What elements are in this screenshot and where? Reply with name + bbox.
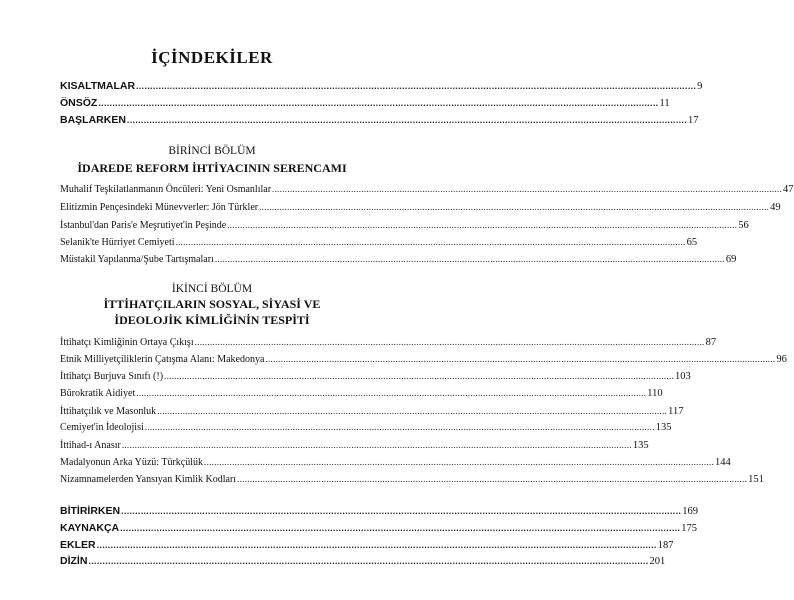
entry-label: Nizamnamelerden Yansıyan Kimlik Kodları [60, 474, 237, 485]
entry-page: 135 [655, 422, 672, 433]
entry-label: Madalyonun Arka Yüzü: Türkçülük [60, 457, 204, 468]
dot-leader: ........................................................................................................................................................................................................ [237, 474, 748, 484]
entry-label: Bürokratik Aidiyet [60, 388, 136, 399]
entry-page: 87 [705, 337, 717, 348]
dot-leader: ........................................................................................................................................................................................................ [121, 440, 632, 450]
toc-entry [60, 254, 737, 268]
dot-leader: ........................................................................................................................................................................................................ [96, 540, 657, 550]
toc-entry [60, 388, 663, 402]
entry-page: 11 [659, 98, 670, 109]
entry-page: 117 [668, 406, 684, 417]
dot-leader: ........................................................................................................................................................................................................ [175, 237, 686, 247]
entry-label: Etnik Milliyetçiliklerin Çatışma Alanı: Makedonya [60, 354, 265, 365]
toc-entry [60, 337, 717, 351]
entry-label: İttihatçı Burjuva Sınıfı (!) [60, 371, 164, 382]
entry-page: 49 [770, 202, 781, 213]
toc-entry [60, 539, 674, 553]
entry-page: 144 [715, 457, 731, 468]
part2-subheading-line2: İDEOLOJİK KİMLİĞİNİN TESPİTİ [114, 313, 310, 327]
entry-page: 135 [632, 440, 649, 451]
entry-label: BİTİRİRKEN [60, 505, 121, 517]
entry-page: 187 [657, 540, 674, 551]
part1-heading: BİRİNCİ BÖLÜM [168, 145, 256, 157]
entry-label: Elitizmin Pençesindeki Münevverler: Jön Türkler [60, 202, 259, 213]
dot-leader: ........................................................................................................................................................................................................ [227, 220, 738, 230]
entry-label: Müstakil Yapılanma/Şube Tartışmaları [60, 254, 214, 265]
entry-label: BAŞLARKEN [60, 114, 126, 126]
toc-entry [60, 202, 781, 216]
dot-leader: ........................................................................................................................................................................................................ [259, 202, 770, 212]
toc-entry [60, 422, 672, 436]
toc-entry [60, 505, 698, 519]
dot-leader: ........................................................................................................................................................................................................ [120, 523, 681, 533]
entry-page: 103 [675, 371, 691, 382]
dot-leader: ........................................................................................................................................................................................................ [121, 506, 682, 516]
toc-entry [60, 237, 698, 251]
dot-leader: ........................................................................................................................................................................................................ [136, 388, 647, 398]
toc-entry [60, 457, 731, 471]
toc-entry [60, 184, 794, 198]
toc-entry [60, 522, 697, 536]
entry-page: 175 [681, 523, 697, 534]
part1-subheading: İDAREDE REFORM İHTİYACININ SERENCAMI [77, 161, 347, 175]
entry-label: Cemiyet'in İdeolojisi [60, 422, 144, 433]
page-title: İÇİNDEKİLER [151, 48, 273, 67]
entry-label: Muhalif Teşkilatlanmanın Öncüleri: Yeni Osmanlılar [60, 184, 272, 195]
dot-leader: ........................................................................................................................................................................................................ [157, 406, 668, 416]
entry-page: 9 [697, 81, 703, 92]
toc-entry [60, 474, 764, 488]
toc-entry [60, 371, 691, 385]
dot-leader: ........................................................................................................................................................................................................ [136, 81, 697, 91]
toc-entry [60, 220, 749, 234]
part2-subheading-line1: İTTİHATÇILARIN SOSYAL, SİYASİ VE [103, 297, 321, 311]
dot-leader: ........................................................................................................................................................................................................ [194, 337, 705, 347]
entry-label: İttihad-ı Anasır [60, 440, 121, 451]
toc-entry [60, 97, 670, 111]
entry-page: 56 [738, 220, 749, 231]
entry-page: 17 [688, 115, 699, 126]
entry-label: ÖNSÖZ [60, 97, 98, 109]
entry-label: EKLER [60, 539, 96, 551]
dot-leader: ........................................................................................................................................................................................................ [144, 422, 655, 432]
entry-page: 65 [686, 237, 698, 248]
toc-entry [60, 555, 666, 569]
entry-label: KAYNAKÇA [60, 522, 120, 534]
dot-leader: ........................................................................................................................................................................................................ [164, 371, 675, 381]
toc-entry [60, 440, 649, 454]
dot-leader: ........................................................................................................................................................................................................ [126, 115, 688, 125]
part2-heading: İKİNCİ BÖLÜM [171, 283, 253, 295]
dot-leader: ........................................................................................................................................................................................................ [272, 184, 783, 194]
dot-leader: ........................................................................................................................................................................................................ [88, 556, 649, 566]
entry-label: İttihatçılık ve Masonluk [60, 406, 157, 417]
entry-label: Selanik'te Hürriyet Cemiyeti [60, 237, 175, 248]
toc-entry [60, 114, 699, 128]
entry-page: 69 [725, 254, 737, 265]
dot-leader: ........................................................................................................................................................................................................ [214, 254, 725, 264]
entry-label: DİZİN [60, 555, 88, 567]
toc-entry [60, 354, 787, 368]
dot-leader: ........................................................................................................................................................................................................ [98, 98, 659, 108]
entry-page: 96 [776, 354, 787, 365]
entry-label: İttihatçı Kimliğinin Ortaya Çıkışı [60, 337, 194, 348]
entry-page: 47 [783, 184, 794, 195]
entry-label: KISALTMALAR [60, 80, 136, 92]
entry-label: İstanbul'dan Paris'e Meşrutiyet'in Peşinde [60, 220, 227, 231]
entry-page: 169 [682, 506, 698, 517]
toc-entry [60, 406, 684, 420]
toc-entry [60, 80, 703, 94]
dot-leader: ........................................................................................................................................................................................................ [265, 354, 776, 364]
entry-page: 201 [649, 556, 666, 567]
entry-page: 110 [647, 388, 663, 399]
entry-page: 151 [748, 474, 764, 485]
dot-leader: ........................................................................................................................................................................................................ [204, 457, 715, 467]
